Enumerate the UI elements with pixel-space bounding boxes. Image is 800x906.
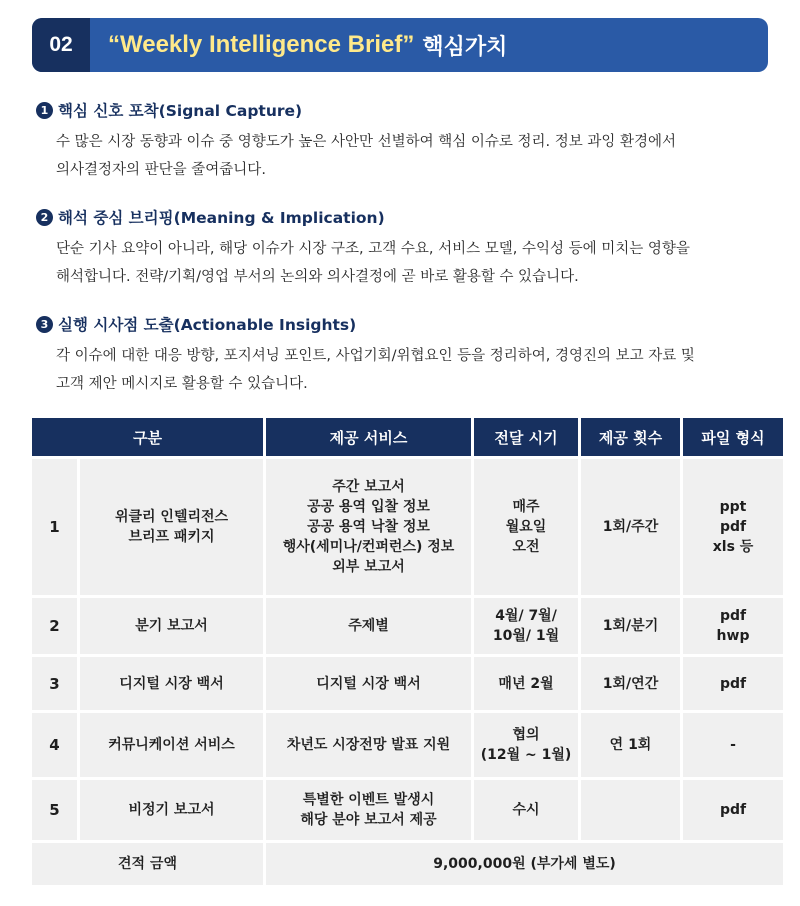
cell-service: 특별한 이벤트 발생시 해당 분야 보고서 제공	[266, 780, 471, 840]
table-row	[32, 598, 783, 654]
cell-frequency: 1회/연간	[581, 657, 680, 710]
cell-timing: 수시	[474, 780, 578, 840]
number-badge-1: 1	[36, 102, 53, 119]
row-number: 1	[32, 459, 77, 595]
table-row	[32, 459, 783, 595]
cell-timing: 협의 (12월 ~ 1월)	[474, 713, 578, 777]
cell-timing: 4월/ 7월/ 10월/ 1월	[474, 598, 578, 654]
body-line: 해석합니다. 전략/기획/영업 부서의 논의와 의사결정에 곧 바로 활용할 수 있습니다.	[56, 269, 579, 285]
number-badge-3: 3	[36, 316, 53, 333]
service-table	[29, 415, 786, 888]
cell-frequency: 1회/분기	[581, 598, 680, 654]
section-title-rest: 핵심가치	[422, 34, 508, 60]
column-header-frequency: 제공 횟수	[581, 418, 680, 456]
column-header-format: 파일 형식	[683, 418, 783, 456]
value-point-body	[56, 342, 771, 398]
cell-service: 차년도 시장전망 발표 지원	[266, 713, 471, 777]
section-number: 02	[32, 18, 90, 72]
body-line: 각 이슈에 대한 대응 방향, 포지셔닝 포인트, 사업기회/위협요인 등을 정리하여, 경영진의 보고 자료 및	[56, 348, 695, 364]
cell-timing: 매주 월요일 오전	[474, 459, 578, 595]
cell-name: 분기 보고서	[80, 598, 263, 654]
number-badge-2: 2	[36, 209, 53, 226]
cell-service: 주제별	[266, 598, 471, 654]
row-number: 4	[32, 713, 77, 777]
table-row	[32, 657, 783, 710]
value-point-title: 해석 중심 브리핑(Meaning & Implication)	[58, 209, 385, 227]
quote-row	[32, 843, 783, 885]
value-point-1	[36, 100, 776, 184]
quote-value: 9,000,000원 (부가세 별도)	[266, 843, 783, 885]
body-line: 수 많은 시장 동향과 이슈 중 영향도가 높은 사안만 선별하여 핵심 이슈로 정리. 정보 과잉 환경에서	[56, 134, 677, 150]
cell-format: pdf	[683, 780, 783, 840]
value-point-body	[56, 128, 771, 184]
section-title-accent: “Weekly Intelligence Brief”	[108, 31, 415, 58]
value-point-body	[56, 235, 771, 291]
column-header-category: 구분	[32, 418, 263, 456]
cell-format: -	[683, 713, 783, 777]
row-number: 3	[32, 657, 77, 710]
value-point-title: 핵심 신호 포착(Signal Capture)	[58, 102, 303, 120]
quote-label: 견적 금액	[32, 843, 263, 885]
body-line: 의사결정자의 판단을 줄여줍니다.	[56, 162, 266, 178]
cell-frequency: 1회/주간	[581, 459, 680, 595]
column-header-timing: 전달 시기	[474, 418, 578, 456]
section-header	[32, 18, 768, 72]
value-point-2	[36, 207, 776, 291]
value-point-3	[36, 314, 776, 398]
row-number: 2	[32, 598, 77, 654]
cell-format: ppt pdf xls 등	[683, 459, 783, 595]
cell-frequency: 연 1회	[581, 713, 680, 777]
cell-format: pdf hwp	[683, 598, 783, 654]
column-header-service: 제공 서비스	[266, 418, 471, 456]
table-header-row	[32, 418, 783, 456]
cell-timing: 매년 2월	[474, 657, 578, 710]
value-point-title: 실행 시사점 도출(Actionable Insights)	[58, 316, 357, 334]
table-row	[32, 780, 783, 840]
section-title	[90, 18, 507, 72]
body-line: 단순 기사 요약이 아니라, 해당 이슈가 시장 구조, 고객 수요, 서비스 모델, 수익성 등에 미치는 영향을	[56, 241, 690, 257]
body-line: 고객 제안 메시지로 활용할 수 있습니다.	[56, 376, 308, 392]
row-number: 5	[32, 780, 77, 840]
cell-name: 위클리 인텔리전스 브리프 패키지	[80, 459, 263, 595]
cell-service: 디지털 시장 백서	[266, 657, 471, 710]
table-row	[32, 713, 783, 777]
cell-name: 비정기 보고서	[80, 780, 263, 840]
cell-service: 주간 보고서 공공 용역 입찰 정보 공공 용역 낙찰 정보 행사(세미나/컨퍼런스) 정보 외부 보고서	[266, 459, 471, 595]
cell-format: pdf	[683, 657, 783, 710]
cell-name: 커뮤니케이션 서비스	[80, 713, 263, 777]
cell-name: 디지털 시장 백서	[80, 657, 263, 710]
cell-frequency	[581, 780, 680, 840]
